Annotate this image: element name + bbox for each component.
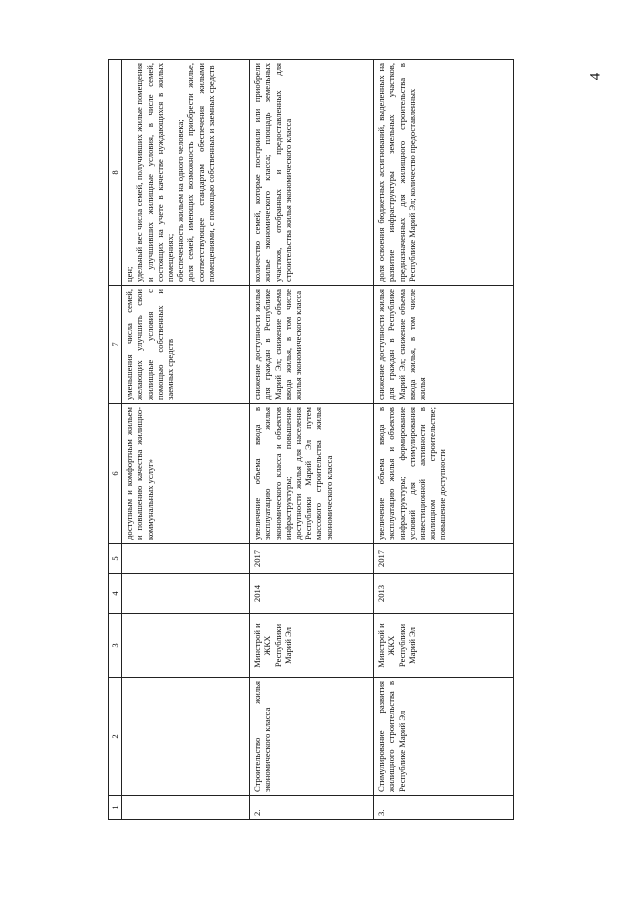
column-header: 3 [109,614,122,678]
cell-end-year [122,544,250,574]
cell-end-year: 2017 [250,544,374,574]
cell-name: Строительство жилья экономического класса [250,678,374,796]
table-row [122,60,250,820]
column-header: 5 [109,544,122,574]
column-header: 8 [109,60,122,286]
cell-num: 3. [374,796,514,820]
cell-start-year: 2014 [250,574,374,614]
page-number: 4 [587,72,604,81]
column-header: 7 [109,286,122,404]
column-header: 6 [109,404,122,544]
cell-name: Стимулирование развития жилищного строительства в Республике Марий Эл [374,678,514,796]
cell-result: увеличение объема ввода в эксплуатацию жилья и объектов инфраструктуры; формирование условий для стимулирования инвестиционной активности в жилищном строительстве; повышение доступности [374,404,514,544]
cell-start-year: 2013 [374,574,514,614]
cell-num [122,796,250,820]
cell-indicators: количество семей, которые построили или приобрели жилье экономического класса; площадь земельных участков, отобранных и предоставленных для строительства жилья экономического класса [250,60,374,286]
cell-num: 2. [250,796,374,820]
cell-consequences: снижение доступности жилья для граждан в Республике Марий Эл; снижение объема ввода жилья, в том числе жилья [374,286,514,404]
cell-consequences: уменьшения числа семей, желающих улучшить свои жилищные условия с помощью собственных и заемных средств [122,286,250,404]
program-table-rotated [108,60,518,820]
header-row [109,60,122,820]
table-row [374,60,514,820]
column-header: 1 [109,796,122,820]
cell-indicators: цен; удельный вес числа семей, получивших жилые помещения и улучшивших жилищные условия, в числе семей, состоящих на учете в качестве нуждающихся в жилых помещениях; обеспеченность жильем на одного человека; доля семей, имеющих возможность приобрести жилье, соответствующее стандартам обеспечения жилыми помещениями, с помощью собственных и заемных средств [122,60,250,286]
program-table [108,59,514,820]
column-header: 2 [109,678,122,796]
cell-result: доступным и комфортным жильем и повышению качества жилищно-коммунальных услуг» [122,404,250,544]
cell-executor: Минстрой и ЖКХ Республики Марий Эл [250,614,374,678]
cell-consequences: снижение доступности жилья для граждан в Республике Марий Эл; снижение объема ввода жилья, в том числе жилья экономического класса [250,286,374,404]
table-row [250,60,374,820]
cell-executor [122,614,250,678]
cell-result: увеличение объема ввода в эксплуатацию жилья экономического класса и объектов инфраструктуры; повышение доступности жилья для населения Республики Марий Эл путем массового строительства жилья экономического класса [250,404,374,544]
cell-end-year: 2017 [374,544,514,574]
cell-start-year [122,574,250,614]
cell-indicators: доля освоения бюджетных ассигнований, выделенных на развитие инфраструктуры земельных участков, предназначенных для жилищного строительства в Республике Марий Эл; количество предоставленных [374,60,514,286]
cell-executor: Минстрой и ЖКХ Республики Марий Эл [374,614,514,678]
column-header: 4 [109,574,122,614]
cell-name [122,678,250,796]
